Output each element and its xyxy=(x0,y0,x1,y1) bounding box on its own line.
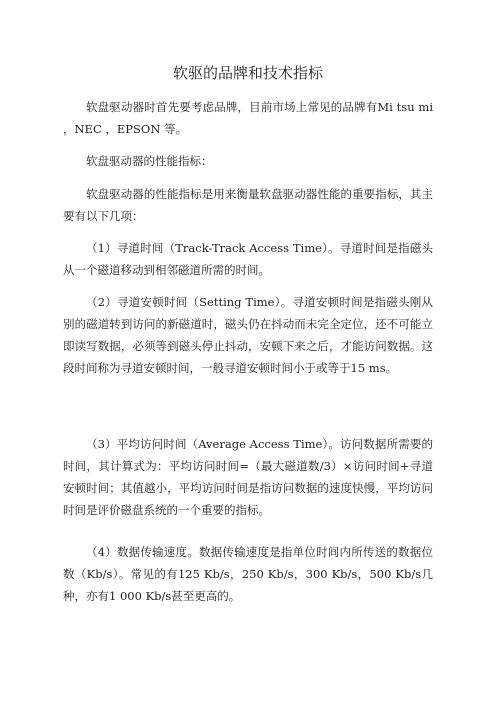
paragraph-transfer-rate: （4）数据传输速度。数据传输速度是指单位时间内所传送的数据位数（Kb/s）。常见的有125 Kb/s，250 Kb/s，300 Kb/s，500 Kb/s几种，亦有1 000 Kb/s甚至更高的。 xyxy=(63,545,433,603)
document-title: 软驱的品牌和技术指标 xyxy=(172,64,323,82)
paragraph-average-access-time: （3）平均访问时间（Average Access Time）。访问数据所需要的时间，其计算式为：平均访问时间=（最大磁道数/3）×访问时间+寻道安顿时间；其值越小，平均访问时间是指访问数据的速度快慢，平均访问时间是评价磁盘系统的一个重要的指标。 xyxy=(63,437,433,517)
paragraph-settling-time: （2）寻道安顿时间（Setting Time）。寻道安顿时间是指磁头刚从别的磁道转到访问的新磁道时，磁头仍在抖动而未完全定位，还不可能立即读写数据，必须等到磁头停止抖动，安顿下来之后，才能访问数据。这段时间称为寻道安顿时间，一般寻道安顿时间小于或等于15 ms。 xyxy=(63,295,433,375)
paragraph-performance-heading: 软盘驱动器的性能指标： xyxy=(86,154,213,168)
paragraph-seek-time: （1）寻道时间（Track-Track Access Time）。寻道时间是指磁头从一个磁道移动到相邻磁道所需的时间。 xyxy=(63,241,433,277)
paragraph-performance-intro: 软盘驱动器的性能指标是用来衡量软盘驱动器性能的重要指标，其主要有以下几项： xyxy=(63,187,433,223)
paragraph-brands: 软盘驱动器时首先要考虑品牌，目前市场上常见的品牌有Mi tsu mi ，NEC ，EPSON 等。 xyxy=(63,100,433,136)
